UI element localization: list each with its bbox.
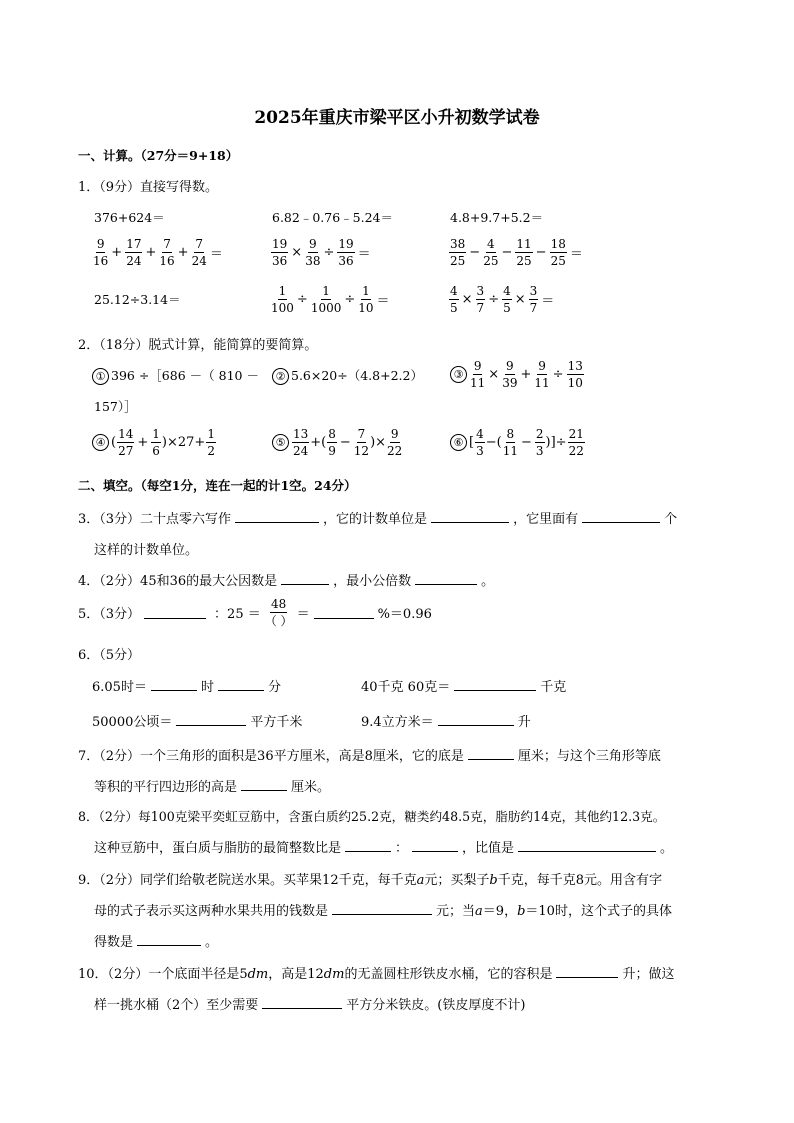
q2-item-1-cont: 157）］ bbox=[94, 399, 137, 414]
fraction: $\frac{9}{39}$ bbox=[502, 359, 518, 390]
fraction: $\frac{11}{25}$ bbox=[516, 237, 532, 268]
answer-blank[interactable] bbox=[176, 713, 246, 726]
fraction: $\frac{19}{36}$ bbox=[272, 237, 288, 268]
answer-blank[interactable] bbox=[281, 572, 329, 585]
fraction: $\frac{3}{7}$ bbox=[529, 284, 538, 315]
answer-blank[interactable] bbox=[151, 678, 197, 691]
answer-blank[interactable] bbox=[431, 510, 509, 523]
q2-item-6: ⑥ [ $\frac{4}{3}$ −( $\frac{8}{11}$ − $\frac{2}{3}$ )]÷ $\frac{21}{22}$ bbox=[450, 428, 586, 457]
answer-blank[interactable] bbox=[332, 902, 432, 915]
q2-item-1: ① 396 ÷［686 －（ 810 － bbox=[92, 366, 259, 385]
q1-item-1: 376+624＝ bbox=[94, 210, 165, 225]
q8-line-1: 8．（2分）每100克梁平奕虹豆筋中，含蛋白质约25.2克，糖类约48.5克，脂肪约14克，其他约12.3克。 bbox=[78, 809, 666, 824]
q1-item-9: $\frac{4}{5}$ × $\frac{3}{7}$ ÷ $\frac{4}{5}$ × $\frac{3}{7}$ ＝ bbox=[450, 284, 555, 315]
q6-item-3: 50000公顷＝ 平方千米 bbox=[92, 715, 303, 730]
answer-blank[interactable] bbox=[137, 933, 201, 946]
q1-item-5: $\frac{19}{36}$ × $\frac{9}{38}$ ÷ $\frac{19}{36}$ ＝ bbox=[272, 237, 371, 268]
q10-line-2: 样一挑水桶（2个）至少需要 平方分米铁皮。(铁皮厚度不计) bbox=[94, 998, 526, 1013]
fraction: $\frac{21}{22}$ bbox=[568, 427, 584, 458]
fraction: $\frac{1}{10}$ bbox=[358, 284, 374, 315]
fraction: $\frac{19}{36}$ bbox=[338, 237, 354, 268]
q8-line-2: 这种豆筋中，蛋白质与脂肪的最简整数比是 ： ，比值是 。 bbox=[94, 841, 674, 856]
q1-item-6: $\frac{38}{25}$ − $\frac{4}{25}$ − $\frac{11}{25}$ − $\frac{18}{25}$ ＝ bbox=[450, 237, 583, 268]
answer-blank[interactable] bbox=[241, 778, 287, 791]
answer-blank[interactable] bbox=[454, 678, 536, 691]
circled-number-icon: ① bbox=[92, 368, 109, 385]
fraction: $\frac{38}{25}$ bbox=[450, 237, 466, 268]
answer-blank[interactable] bbox=[556, 965, 618, 978]
answer-blank[interactable] bbox=[345, 839, 391, 852]
q3-line-2: 这样的计数单位。 bbox=[94, 543, 199, 558]
fraction: $\frac{17}{24}$ bbox=[126, 237, 142, 268]
q1-item-8: $\frac{1}{100}$ ÷ $\frac{1}{1000}$ ÷ $\frac{1}{10}$ ＝ bbox=[271, 284, 390, 315]
circled-number-icon: ⑤ bbox=[272, 434, 289, 451]
q1-item-7: 25.12÷3.14＝ bbox=[94, 292, 181, 307]
q6-heading: 6．（5分） bbox=[78, 648, 141, 663]
q9-line-3: 得数是 。 bbox=[94, 935, 219, 950]
fraction: $\frac{1}{100}$ bbox=[271, 284, 294, 315]
fraction: $\frac{7}{12}$ bbox=[353, 427, 370, 458]
page-title: 2025年重庆市梁平区小升初数学试卷 bbox=[254, 108, 540, 128]
answer-blank[interactable] bbox=[438, 713, 514, 726]
q6-item-2: 40千克 60克＝ 千克 bbox=[361, 680, 567, 695]
fraction: $\frac{18}{25}$ bbox=[550, 237, 566, 268]
q1-item-4: $\frac{9}{16}$ + $\frac{17}{24}$ + $\frac{7}{16}$ + $\frac{7}{24}$ ＝ bbox=[93, 237, 223, 268]
fraction: $\frac{8}{9}$ bbox=[328, 427, 336, 458]
fraction: $\frac{9}{11}$ bbox=[470, 359, 486, 390]
q1-heading: 1．（9分）直接写得数。 bbox=[78, 180, 219, 195]
fraction: $\frac{2}{3}$ bbox=[535, 427, 544, 458]
answer-blank[interactable] bbox=[218, 678, 264, 691]
q6-item-1: 6.05时＝ 时 分 bbox=[92, 680, 281, 695]
answer-blank[interactable] bbox=[314, 606, 374, 619]
fraction: $\frac{1}{6}$ bbox=[152, 427, 160, 458]
section-2-heading: 二、填空。（每空1分，连在一起的计1空。24分） bbox=[78, 478, 357, 493]
q2-heading: 2．（18分）脱式计算，能简算的要简算。 bbox=[78, 338, 318, 353]
answer-blank[interactable] bbox=[412, 839, 458, 852]
fraction: $\frac{4}{25}$ bbox=[483, 237, 499, 268]
q2-item-2: ② 5.6×20÷（4.8+2.2） bbox=[272, 366, 423, 385]
q1-item-3: 4.8+9.7+5.2＝ bbox=[450, 210, 544, 225]
fraction: $\frac{9}{38}$ bbox=[305, 237, 321, 268]
q7-line-1: 7．（2分）一个三角形的面积是36平方厘米，高是8厘米，它的底是 厘米；与这个三角形等底 bbox=[78, 749, 661, 764]
fraction: $\frac{13}{10}$ bbox=[567, 359, 583, 390]
answer-blank[interactable] bbox=[415, 572, 477, 585]
fraction: $\frac{4}{5}$ bbox=[503, 284, 511, 315]
fraction: $\frac{7}{16}$ bbox=[159, 237, 175, 268]
fraction: $\frac{14}{27}$ bbox=[118, 427, 134, 458]
q5: 5．（3分） ：25 ＝ $\frac{48}{( )}$ ＝ %＝0.96 bbox=[78, 597, 432, 628]
circled-number-icon: ⑥ bbox=[450, 434, 467, 451]
q10-line-1: 10．（2分）一个底面半径是5dm，高是12dm的无盖圆柱形铁皮水桶，它的容积是 升；做这 bbox=[78, 967, 675, 982]
circled-number-icon: ③ bbox=[450, 366, 467, 383]
q2-item-3: ③ $\frac{9}{11}$ × $\frac{9}{39}$ + $\frac{9}{11}$ ÷ $\frac{13}{10}$ bbox=[450, 360, 585, 389]
answer-blank[interactable] bbox=[518, 839, 656, 852]
fraction: $\frac{9}{16}$ bbox=[93, 237, 109, 268]
answer-blank[interactable] bbox=[235, 510, 319, 523]
q3-line-1: 3．（3分）二十点零六写作 ，它的计数单位是 ，它里面有 个 bbox=[78, 512, 678, 527]
fraction: $\frac{1}{2}$ bbox=[207, 427, 215, 458]
q4: 4．（2分）45和36的最大公因数是 ，最小公倍数 。 bbox=[78, 574, 495, 589]
fraction: $\frac{1}{1000}$ bbox=[310, 284, 342, 315]
answer-blank[interactable] bbox=[582, 510, 660, 523]
q7-line-2: 等积的平行四边形的高是 厘米。 bbox=[94, 780, 331, 795]
answer-blank[interactable] bbox=[468, 747, 514, 760]
q9-line-2: 母的式子表示买这两种水果共用的钱数是 元；当a＝9，b＝10时，这个式子的具体 bbox=[94, 904, 672, 919]
q1-item-2: 6.82﹣0.76﹣5.24＝ bbox=[272, 210, 393, 225]
fraction: $\frac{3}{7}$ bbox=[476, 284, 485, 315]
fraction: $\frac{4}{3}$ bbox=[476, 427, 484, 458]
fraction: $\frac{9}{11}$ bbox=[534, 359, 550, 390]
circled-number-icon: ② bbox=[272, 368, 289, 385]
q9-line-1: 9．（2分）同学们给敬老院送水果。买苹果12千克，每千克a元；买梨子b千克，每千克8元。用含有字 bbox=[78, 873, 662, 888]
answer-blank[interactable] bbox=[262, 996, 342, 1009]
section-1-heading: 一、计算。（27分＝9+18） bbox=[78, 148, 239, 163]
fraction: $\frac{9}{22}$ bbox=[387, 427, 403, 458]
fraction: $\frac{4}{5}$ bbox=[450, 284, 458, 315]
fraction: $\frac{13}{24}$ bbox=[293, 427, 309, 458]
q2-item-4: ④ ( $\frac{14}{27}$ + $\frac{1}{6}$ )×27+ $\frac{1}{2}$ bbox=[92, 428, 217, 457]
fraction: $\frac{48}{( )}$ bbox=[264, 597, 293, 628]
answer-blank[interactable] bbox=[144, 606, 206, 619]
fraction: $\frac{8}{11}$ bbox=[502, 427, 518, 458]
q2-item-5: ⑤ $\frac{13}{24}$ +( $\frac{8}{9}$ − $\frac{7}{12}$ )× $\frac{9}{22}$ bbox=[272, 428, 403, 457]
fraction: $\frac{7}{24}$ bbox=[191, 237, 207, 268]
circled-number-icon: ④ bbox=[92, 434, 109, 451]
q6-item-4: 9.4立方米＝ 升 bbox=[361, 715, 531, 730]
